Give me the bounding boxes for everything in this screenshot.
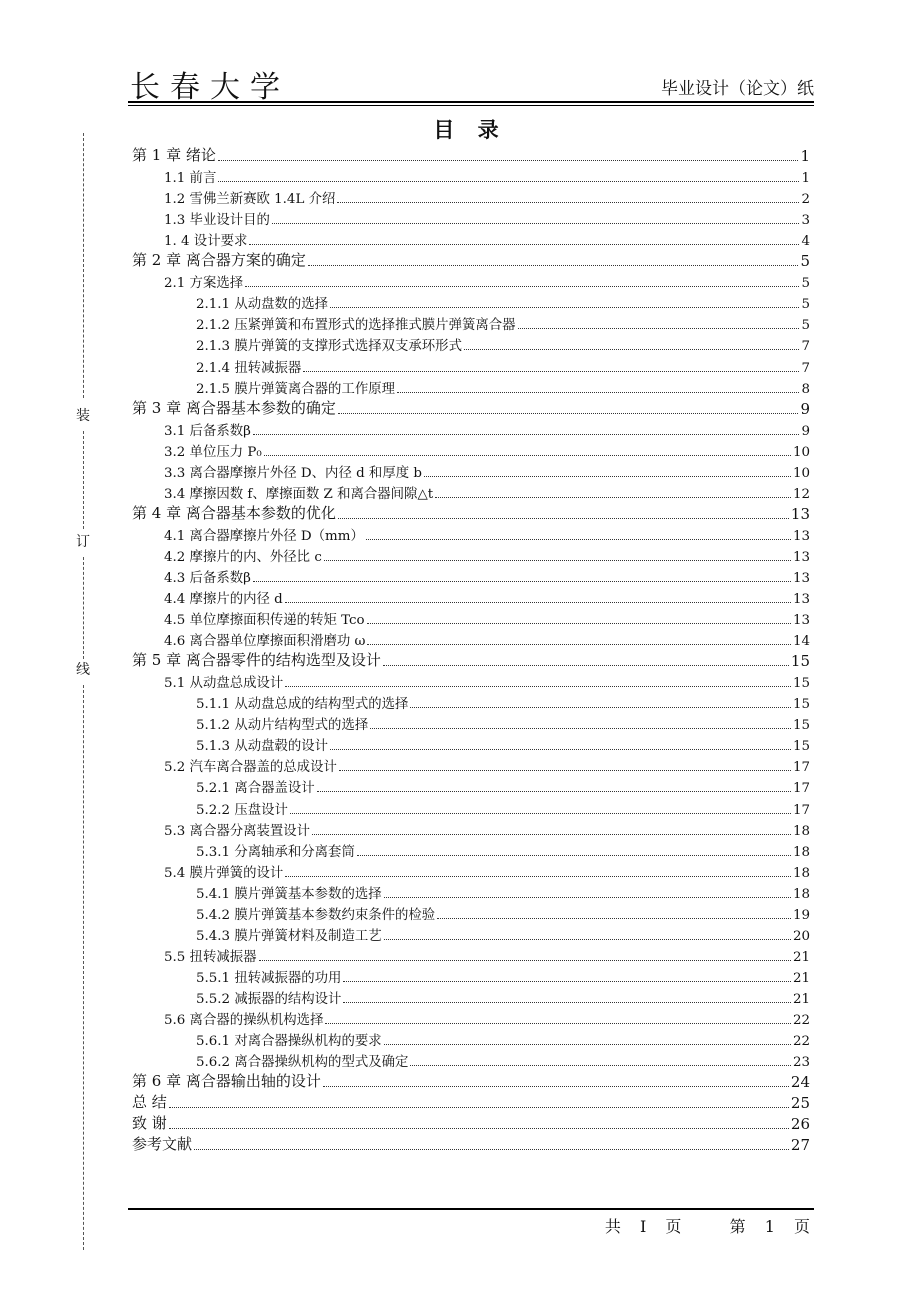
toc-entry-title: 5.1.1 从动盘总成的结构型式的选择 [196,697,409,713]
toc-entry-page: 24 [790,1073,810,1092]
dot-leader [367,644,791,645]
toc-entry-title: 第 6 章 离合器输出轴的设计 [132,1072,321,1091]
toc-entry[interactable] [132,607,810,628]
toc-entry-title: 3.1 后备系数β [164,423,251,439]
toc-entry[interactable] [132,796,810,817]
toc-entry-page: 22 [792,1034,810,1050]
toc-entry-title: 5.4.1 膜片弹簧基本参数的选择 [196,886,382,902]
dot-leader [285,686,791,687]
dot-leader [218,181,799,182]
toc-entry-title: 4.1 离合器摩擦片外径 D（mm） [164,528,364,544]
toc-entry[interactable] [132,649,810,670]
toc-entry-title: 1.2 雪佛兰新赛欧 1.4L 介绍 [164,192,336,208]
toc-entry-page: 20 [792,928,810,944]
toc-entry-title: 2.1.1 从动盘数的选择 [196,297,329,313]
dot-leader [325,1023,790,1024]
toc-entry-page: 1 [801,171,810,187]
paper-type-label: 毕业设计（论文）纸 [661,79,814,99]
toc-entry-page: 18 [792,844,810,860]
toc-entry-page: 26 [790,1115,810,1134]
dot-leader [343,981,791,982]
toc-entry-page: 4 [801,234,810,250]
toc-entry[interactable] [132,376,810,397]
dot-leader [264,455,791,456]
toc-entry-title: 3.2 单位压力 P₀ [164,444,262,460]
dot-leader [253,581,791,582]
dot-leader [384,1044,791,1045]
toc-entry-title: 第 3 章 离合器基本参数的确定 [132,398,336,417]
toc-entry-title: 4.6 离合器单位摩擦面积滑磨功 ω [164,634,366,650]
dot-leader [272,223,800,224]
toc-entry-title: 5.1.2 从动片结构型式的选择 [196,718,369,734]
binding-dash [83,133,84,398]
toc-entry-title: 3.4 摩擦因数 f、摩擦面数 Z 和离合器间隙△t [164,486,434,502]
toc-entry-title: 4.2 摩擦片的内、外径比 c [164,549,322,565]
toc-entry-title: 5.1 从动盘总成设计 [164,676,284,692]
binding-line [76,133,90,1253]
toc-entry[interactable] [132,1112,810,1133]
toc-title: 目 录 [433,118,507,142]
toc-entry-title: 5.6 离合器的操纵机构选择 [164,1012,324,1028]
toc-entry-page: 21 [792,970,810,986]
toc-entry-title: 总 结 [132,1093,167,1112]
dot-leader [323,1086,789,1087]
dot-leader [324,560,791,561]
dot-leader [169,1128,789,1129]
toc-entry-page: 5 [801,318,810,334]
toc-entry[interactable] [132,923,810,944]
dot-leader [337,202,799,203]
toc-entry[interactable] [132,439,810,460]
toc-entry-page: 5 [800,252,810,271]
dot-leader [410,707,791,708]
header-rule [128,101,814,103]
binding-mark-xian: 线 [76,662,90,678]
toc-entry-page: 17 [792,760,810,776]
toc-entry[interactable] [132,944,810,965]
dot-leader [343,1002,791,1003]
toc-entry-page: 27 [790,1136,810,1155]
toc-entry-page: 5 [801,297,810,313]
toc-entry-title: 5.4 膜片弹簧的设计 [164,865,284,881]
toc-entry-page: 21 [792,949,810,965]
footer-total-value: I [639,1217,647,1236]
footer-current-label: 第 [729,1217,746,1236]
toc-entry[interactable] [132,1049,810,1070]
dot-leader [357,855,791,856]
dot-leader [312,834,791,835]
toc-entry[interactable] [132,312,810,333]
toc-entry-title: 5.3.1 分离轴承和分离套筒 [196,844,355,860]
dot-leader [330,307,799,308]
toc-entry-title: 1.3 毕业设计目的 [164,213,270,229]
toc-entry-page: 9 [800,399,810,418]
dot-leader [285,876,791,877]
dot-leader [383,665,789,666]
toc-entry-title: 第 5 章 离合器零件的结构选型及设计 [132,651,381,670]
toc-entry-page: 13 [792,570,810,586]
toc-entry[interactable] [132,881,810,902]
toc-entry-page: 7 [801,339,810,355]
toc-entry[interactable] [132,354,810,375]
toc-entry-title: 5.5.2 减振器的结构设计 [196,991,342,1007]
binding-dash [83,685,84,1250]
dot-leader [194,1149,789,1150]
footer-current-value: 1 [764,1217,775,1236]
toc-entry-page: 2 [801,192,810,208]
toc-entry-title: 5.4.2 膜片弹簧基本参数约束条件的检验 [196,907,436,923]
toc-entry[interactable] [132,691,810,712]
dot-leader [435,497,791,498]
toc-entry-page: 18 [792,823,810,839]
toc-entry[interactable] [132,228,810,249]
dot-leader [249,244,799,245]
toc-entry-page: 15 [790,652,810,671]
toc-entry-page: 13 [792,613,810,629]
toc-entry[interactable] [132,902,810,923]
dot-leader [259,960,791,961]
page-footer [605,1214,810,1237]
toc-entry-title: 第 4 章 离合器基本参数的优化 [132,503,336,522]
toc-entry-title: 2.1.2 压紧弹簧和布置形式的选择推式膜片弹簧离合器 [196,318,516,334]
toc-entry-page: 14 [792,634,810,650]
toc-entry-title: 5.2.1 离合器盖设计 [196,781,315,797]
toc-entry[interactable] [132,523,810,544]
toc-entry[interactable] [132,1133,810,1154]
toc-entry[interactable] [132,775,810,796]
dot-leader [218,160,799,161]
footer-page-word: 页 [793,1217,810,1236]
toc-entry-page: 21 [792,991,810,1007]
toc-entry-page: 7 [801,360,810,376]
binding-mark-ding: 订 [76,534,90,550]
toc-entry-title: 第 1 章 绪论 [132,146,216,165]
dot-leader [303,371,799,372]
toc-entry[interactable] [132,818,810,839]
toc-entry-title: 5.4.3 膜片弹簧材料及制造工艺 [196,928,382,944]
toc-entry-page: 15 [792,676,810,692]
dot-leader [339,770,791,771]
toc-entry[interactable] [132,754,810,775]
toc-entry[interactable] [132,860,810,881]
toc-entry-title: 2.1.3 膜片弹簧的支撑形式选择双支承环形式 [196,339,462,355]
toc-entry-title: 4.3 后备系数β [164,570,251,586]
toc-entry-title: 5.3 离合器分离装置设计 [164,823,311,839]
dot-leader [410,1065,791,1066]
toc-entry-page: 13 [792,592,810,608]
page-header [128,62,814,106]
toc-entry[interactable] [132,965,810,986]
toc-entry-page: 13 [792,549,810,565]
toc-entry-page: 10 [792,465,810,481]
toc-entry[interactable] [132,839,810,860]
dot-leader [366,539,791,540]
header-rule-thin [128,105,814,106]
toc-entry[interactable] [132,270,810,291]
toc-entry[interactable] [132,144,810,165]
footer-page-word: 页 [665,1217,682,1236]
toc-entry[interactable] [132,544,810,565]
dot-leader [245,286,799,287]
toc-entry[interactable] [132,165,810,186]
toc-entry-page: 15 [792,697,810,713]
toc-entry-title: 5.1.3 从动盘毂的设计 [196,739,329,755]
binding-dash [83,557,84,659]
toc-entry[interactable] [132,1028,810,1049]
toc-entry[interactable] [132,712,810,733]
dot-leader [338,518,789,519]
toc-entry-page: 10 [792,444,810,460]
toc-entry-page: 9 [801,423,810,439]
dot-leader [330,749,791,750]
toc-entry-page: 13 [792,528,810,544]
dot-leader [397,392,799,393]
toc-entry[interactable] [132,1070,810,1091]
toc-entry[interactable] [132,397,810,418]
toc-entry-page: 23 [792,1055,810,1071]
university-name: 长春大学 [130,70,290,105]
binding-dash [83,431,84,529]
toc-entry-title: 2.1 方案选择 [164,276,244,292]
dot-leader [169,1107,789,1108]
toc-entry-title: 4.5 单位摩擦面积传递的转矩 Tco [164,613,365,629]
toc-entry-page: 1 [800,147,810,166]
toc-entry[interactable] [132,1091,810,1112]
toc-entry-title: 致 谢 [132,1114,167,1133]
toc-entry[interactable] [132,460,810,481]
dot-leader [464,349,800,350]
toc-entry-page: 22 [792,1012,810,1028]
toc-entry-page: 25 [790,1094,810,1113]
toc-entry[interactable] [132,565,810,586]
dot-leader [338,413,799,414]
toc-entry[interactable] [132,186,810,207]
toc-entry-title: 5.5 扭转减振器 [164,949,257,965]
toc-entry[interactable] [132,586,810,607]
toc-entry-page: 17 [792,802,810,818]
toc-entry-title: 1.1 前言 [164,171,217,187]
dot-leader [317,791,791,792]
toc-entry-title: 5.5.1 扭转减振器的功用 [196,970,342,986]
footer-total-label: 共 [604,1217,621,1236]
toc-entry-title: 2.1.4 扭转减振器 [196,360,302,376]
dot-leader [285,602,791,603]
toc-entry[interactable] [132,481,810,502]
dot-leader [424,476,791,477]
dot-leader [518,328,800,329]
toc-entry-page: 13 [790,504,810,523]
toc-entry[interactable] [132,418,810,439]
toc-entry-page: 15 [792,718,810,734]
toc-entry-page: 19 [792,907,810,923]
toc-entry[interactable] [132,733,810,754]
dot-leader [437,918,791,919]
toc-entry[interactable] [132,1007,810,1028]
toc-entry-title: 2.1.5 膜片弹簧离合器的工作原理 [196,381,396,397]
toc-entry[interactable] [132,249,810,270]
toc-entry-title: 3.3 离合器摩擦片外径 D、内径 d 和厚度 b [164,465,422,481]
toc-entry-page: 15 [792,739,810,755]
toc-entry-page: 18 [792,865,810,881]
toc-entry-page: 18 [792,886,810,902]
toc-entry-page: 17 [792,781,810,797]
dot-leader [384,897,791,898]
toc-entry-page: 3 [801,213,810,229]
toc-entry-title: 5.2.2 压盘设计 [196,802,288,818]
dot-leader [253,434,800,435]
toc-entry-page: 8 [801,381,810,397]
dot-leader [370,728,791,729]
footer-rule [128,1208,814,1210]
toc-entry-title: 参考文献 [132,1135,193,1154]
dot-leader [384,939,791,940]
toc-entry[interactable] [132,670,810,691]
dot-leader [308,265,799,266]
toc-entry[interactable] [132,207,810,228]
binding-mark-zhuang: 装 [76,408,90,424]
table-of-contents [132,144,810,1154]
toc-entry-page: 5 [801,276,810,292]
toc-entry[interactable] [132,333,810,354]
toc-entry-title: 5.2 汽车离合器盖的总成设计 [164,760,337,776]
toc-entry[interactable] [132,986,810,1007]
toc-entry-title: 5.6.2 离合器操纵机构的型式及确定 [196,1055,409,1071]
toc-entry-title: 第 2 章 离合器方案的确定 [132,251,306,270]
dot-leader [367,623,791,624]
toc-entry[interactable] [132,291,810,312]
toc-entry[interactable] [132,502,810,523]
toc-entry-title: 5.6.1 对离合器操纵机构的要求 [196,1034,382,1050]
toc-entry-title: 4.4 摩擦片的内径 d [164,592,283,608]
dot-leader [290,813,791,814]
toc-entry-page: 12 [792,486,810,502]
toc-entry-title: 1. 4 设计要求 [164,234,248,250]
toc-entry[interactable] [132,628,810,649]
